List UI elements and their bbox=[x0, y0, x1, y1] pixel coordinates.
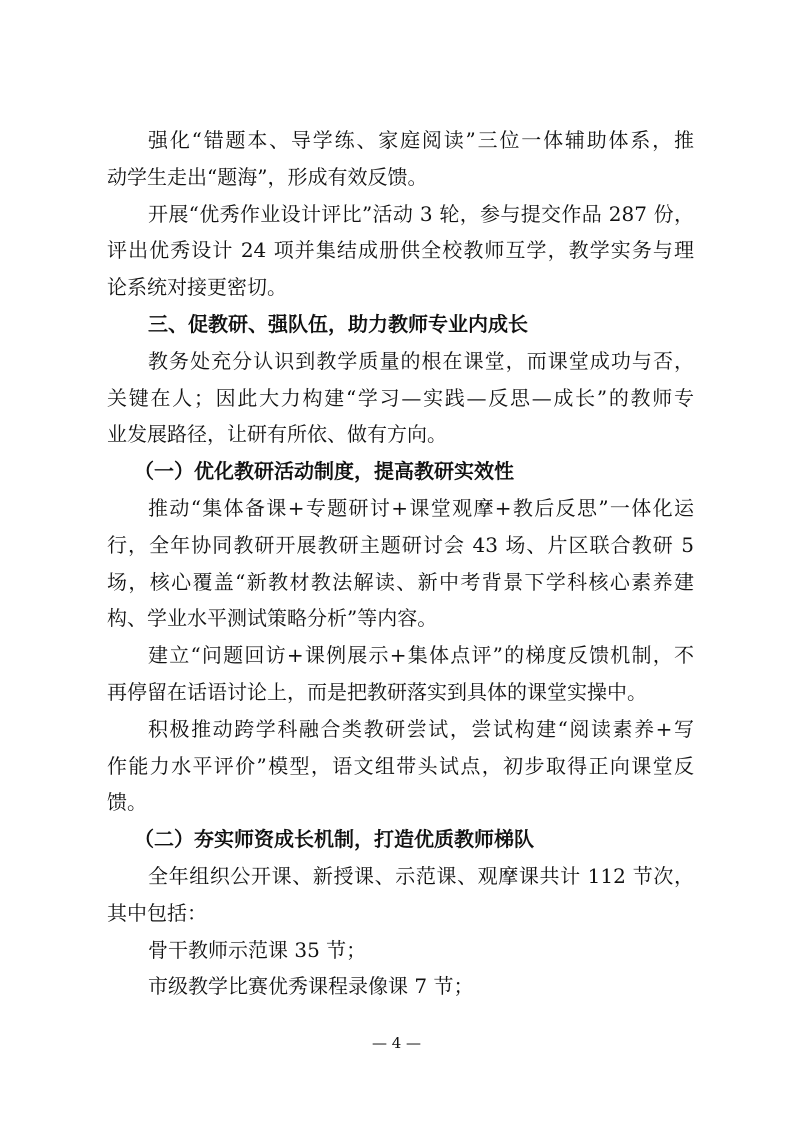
paragraph bbox=[107, 196, 694, 306]
text-line: 评出优秀设计 24 项并集结成册供全校教师互学，教学实务与理 bbox=[107, 238, 694, 263]
text-line: 建立“问题回访+课例展示+集体点评”的梯度反馈机制，不 bbox=[148, 643, 694, 668]
page-number: — 4 — bbox=[371, 1034, 422, 1052]
text-line: 全年组织公开课、新授课、示范课、观摩课共计 112 节次， bbox=[148, 863, 694, 888]
text-line: 作能力水平评价”模型，语文组带头试点，初步取得正向课堂反 bbox=[107, 753, 694, 778]
paragraph bbox=[107, 343, 694, 453]
text-line: 骨干教师示范课 35 节； bbox=[148, 937, 367, 962]
text-line: 行，全年协同教研开展教研主题研讨会 43 场、片区联合教研 5 bbox=[107, 532, 694, 557]
paragraph bbox=[107, 490, 694, 637]
paragraph bbox=[107, 637, 694, 711]
text-line: 馈。 bbox=[107, 790, 147, 815]
text-line: 构、学业水平测试策略分析”等内容。 bbox=[107, 606, 438, 631]
document-body bbox=[107, 122, 694, 1005]
text-line: （一）优化教研活动制度，提高教研实效性 bbox=[134, 459, 514, 484]
text-line: 其中包括： bbox=[107, 900, 207, 925]
text-line: 动学生走出“题海”，形成有效反馈。 bbox=[107, 164, 428, 189]
text-line: 强化“错题本、导学练、家庭阅读”三位一体辅助体系，推 bbox=[148, 128, 694, 152]
text-line: 市级教学比赛优秀课程录像课 7 节； bbox=[148, 974, 474, 999]
text-line: 场，核心覆盖“新教材教法解读、新中考背景下学科核心素养建 bbox=[107, 569, 694, 594]
text-line: 论系统对接更密切。 bbox=[107, 275, 287, 300]
paragraph bbox=[107, 932, 694, 969]
subsection-heading bbox=[107, 821, 694, 858]
text-line: 关键在人；因此大力构建“学习—实践—反思—成长”的教师专 bbox=[107, 385, 694, 410]
paragraph bbox=[107, 858, 694, 932]
text-line: 教务处充分认识到教学质量的根在课堂，而课堂成功与否， bbox=[148, 348, 694, 373]
text-line: 再停留在话语讨论上，而是把教研落实到具体的课堂实操中。 bbox=[107, 679, 647, 704]
text-line: 积极推动跨学科融合类教研尝试，尝试构建“阅读素养+写 bbox=[148, 716, 694, 741]
paragraph bbox=[107, 711, 694, 821]
text-line: 推动“集体备课+专题研讨+课堂观摩+教后反思”一体化运 bbox=[148, 495, 694, 520]
text-line: 开展“优秀作业设计评比”活动 3 轮，参与提交作品 287 份， bbox=[148, 201, 694, 226]
text-line: 三、促教研、强队伍，助力教师专业内成长 bbox=[148, 311, 528, 336]
text-line: （二）夯实师资成长机制，打造优质教师梯队 bbox=[134, 827, 534, 852]
section-heading bbox=[107, 306, 694, 343]
subsection-heading bbox=[107, 453, 694, 490]
text-line: 业发展路径，让研有所依、做有方向。 bbox=[107, 422, 447, 447]
paragraph bbox=[107, 968, 694, 1005]
paragraph bbox=[107, 122, 694, 196]
